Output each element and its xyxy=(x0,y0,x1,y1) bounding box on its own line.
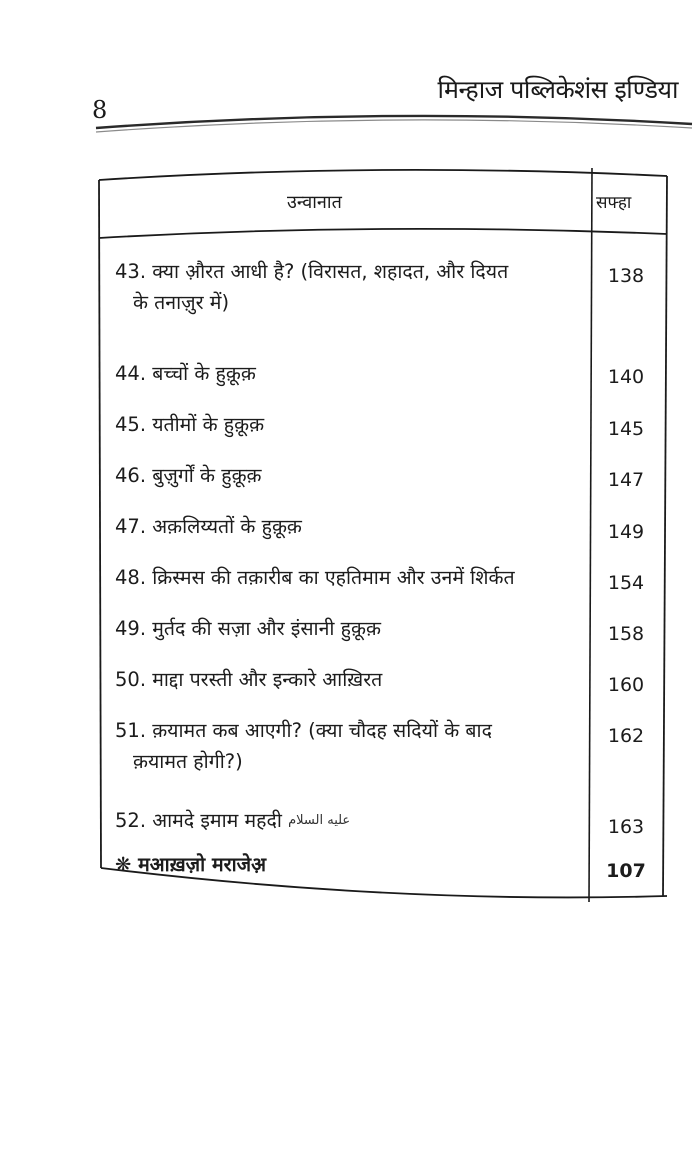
toc-entry-50[interactable] xyxy=(115,664,585,695)
entry-page-number: 158 xyxy=(607,623,645,645)
header-rule xyxy=(94,108,694,138)
toc-entry-44[interactable] xyxy=(115,358,585,389)
entry-page-number: 147 xyxy=(607,469,645,491)
entry-page-number: 107 xyxy=(606,860,646,882)
entry-title-continued: क़यामत होगी?) xyxy=(133,750,243,774)
toc-entry-47[interactable] xyxy=(115,511,585,542)
entry-title: 45. यतीमों के हुक़ूक़ xyxy=(115,413,265,436)
entry-page-number: 160 xyxy=(607,674,645,696)
entry-title: मआख़ज़ो मराजेअ़ xyxy=(138,853,267,876)
toc-table xyxy=(97,168,669,906)
toc-entry-43[interactable] xyxy=(115,256,585,318)
toc-entry-48[interactable] xyxy=(115,562,585,593)
column-header-title: उन्वानात xyxy=(287,192,342,213)
entry-page-number: 163 xyxy=(607,816,645,838)
toc-entry-51[interactable] xyxy=(115,715,585,777)
toc-entry-52[interactable] xyxy=(115,805,585,836)
entry-title: 43. क्या औ़रत आधी है? (विरासत, शहादत, और दियत xyxy=(115,260,509,283)
toc-entry-46[interactable] xyxy=(115,460,585,491)
entry-page-number: 145 xyxy=(607,418,645,440)
entry-title: 44. बच्चों के हुक़ूक़ xyxy=(115,362,256,385)
asterism-icon: ❋ xyxy=(115,853,132,876)
entry-page-number: 140 xyxy=(607,366,645,388)
entry-title: 46. बुज़ुर्गों के हुक़ूक़ xyxy=(115,464,262,487)
entry-page-number: 149 xyxy=(607,521,645,543)
running-head: मिन्हाज पब्लिकेशंस इण्डिया xyxy=(437,75,678,104)
entry-title: 52. आमदे इमाम महदी xyxy=(115,809,282,832)
entry-title: 50. माद्दा परस्ती और इन्कारे आख़िरत xyxy=(115,668,383,691)
entry-page-number: 154 xyxy=(607,572,645,594)
page-number: 8 xyxy=(92,96,108,124)
toc-entry-references[interactable] xyxy=(115,849,585,880)
entry-page-number: 162 xyxy=(607,725,645,747)
entry-title: 48. क्रिस्मस की तक़ारीब का एहतिमाम और उनमें शिर्कत xyxy=(115,566,515,589)
column-header-page: सफ्हा xyxy=(596,193,632,213)
toc-entry-49[interactable] xyxy=(115,613,585,644)
entry-page-number: 138 xyxy=(607,265,645,287)
entry-title: 49. मुर्तद की सज़ा और इंसानी हुक़ूक़ xyxy=(115,617,381,640)
entry-title: 51. क़यामत कब आएगी? (क्या चौदह सदियों के बाद xyxy=(115,719,492,742)
entry-title-continued: के तनाज़ुर में) xyxy=(133,291,230,315)
entry-title: 47. अक़लिय्यतों के हुक़ूक़ xyxy=(115,515,302,538)
toc-entry-45[interactable] xyxy=(115,409,585,440)
honorific-glyph: عليه السلام xyxy=(288,813,351,828)
